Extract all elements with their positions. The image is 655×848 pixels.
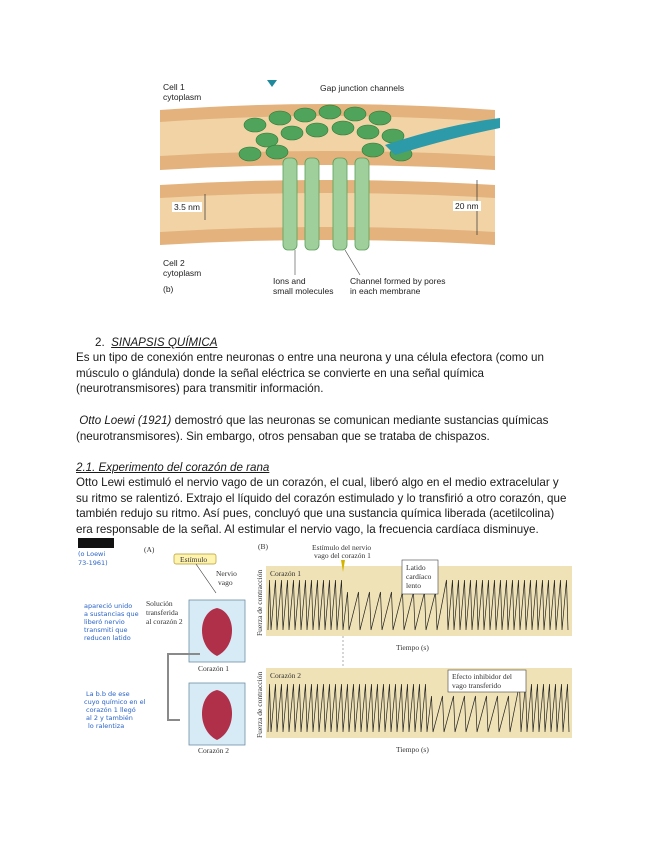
svg-text:cardíaco: cardíaco <box>406 572 432 581</box>
solution-label: Solución <box>146 599 173 608</box>
svg-text:corazón 1 llegó: corazón 1 llegó <box>86 706 136 714</box>
triangle-marker-icon <box>267 80 277 87</box>
heart-2-label: Corazón 2 <box>198 746 230 755</box>
svg-text:Efecto inhibidor del: Efecto inhibidor del <box>452 672 512 681</box>
gap-junction-illustration <box>155 70 500 305</box>
section-21-paragraph: Otto Lewi estimuló el nervio vago de un corazón, el cual, liberó algo en el medio extracelular y su ritmo se ralentizó. Extrajo el líquido del corazón estimulado y lo transfirió a otro corazón, que también redujo su ritmo. Así pues, concluyó que una sustancia química liberada (acetilcolina) era responsable de la señal. Al estimular el nervio vago, la frecuencia cardíaca disminuye. <box>76 476 567 536</box>
time-label-2: Tiempo (s) <box>396 745 429 754</box>
panel-b-exp-label: (B) <box>258 542 268 551</box>
cell2-label: Cell 2 cytoplasm <box>163 258 202 278</box>
svg-text:al corazón 2: al corazón 2 <box>146 617 183 626</box>
panel-a-label: (A) <box>144 545 155 554</box>
svg-text:vago: vago <box>218 578 233 587</box>
svg-text:vago transferido: vago transferido <box>452 681 501 690</box>
gap-junction-figure <box>155 70 500 305</box>
section-2-heading <box>95 335 600 351</box>
svg-text:vago del corazón 1: vago del corazón 1 <box>314 551 371 560</box>
loewi-name: Otto Loewi (1921) <box>79 414 172 427</box>
svg-text:La b.b de ese: La b.b de ese <box>86 690 130 698</box>
dim-left-label: 3.5 nm <box>174 202 200 212</box>
vagus-label: Nervio <box>216 569 237 578</box>
svg-text:Corazón 2: Corazón 2 <box>270 671 302 680</box>
panel-b-label: (b) <box>163 284 174 294</box>
svg-text:73-1961): 73-1961) <box>78 559 108 567</box>
svg-text:transmiti que: transmiti que <box>84 626 128 634</box>
section-2-paragraph-2: Otto Loewi (1921) demostró que las neuronas se comunican mediante sustancias químicas (neurotransmisores). Sin embargo, otros pensaban que se trataba de chispazos. <box>76 414 549 443</box>
loewi-tag: (o Loewi <box>78 550 106 558</box>
frog-heart-illustration <box>76 538 586 760</box>
frog-heart-figure <box>76 538 586 760</box>
handwritten-note-1 <box>84 602 139 642</box>
svg-text:a sustancias que: a sustancias que <box>84 610 139 618</box>
section-2-paragraph-1: Es un tipo de conexión entre neuronas o entre una neurona y una célula efectora (como un músculo o glándula) donde la señal eléctrica se convierte en una señal química (neurotransmisores) para transmitir información. <box>76 351 544 396</box>
section-title: SINAPSIS QUÍMICA <box>111 336 218 349</box>
y-axis-label-2: Fuerza de contracción <box>255 671 264 738</box>
handwritten-note-2 <box>84 690 146 730</box>
heart-1-label: Corazón 1 <box>198 664 230 673</box>
svg-text:reducen latido: reducen latido <box>84 634 131 642</box>
svg-text:Estímulo: Estímulo <box>180 555 208 564</box>
gap-channels-label: Gap junction channels <box>320 83 405 93</box>
svg-text:cuyo químico en el: cuyo químico en el <box>84 698 146 706</box>
svg-text:transferida: transferida <box>146 608 179 617</box>
time-label-1: Tiempo (s) <box>396 643 429 652</box>
dim-right-label: 20 nm <box>455 201 479 211</box>
section-21-heading: 2.1. Experimento del corazón de rana <box>76 461 270 474</box>
vagus-stimulus-label: Estímulo del nervio <box>312 543 372 552</box>
y-axis-label-1: Fuerza de contracción <box>255 569 264 636</box>
svg-text:al 2 y también: al 2 y también <box>86 714 133 722</box>
svg-text:lento: lento <box>406 581 421 590</box>
svg-text:apareció unido: apareció unido <box>84 602 133 610</box>
svg-text:lo ralentiza: lo ralentiza <box>88 722 125 730</box>
cell1-label: Cell 1 cytoplasm <box>163 82 202 102</box>
svg-text:liberó nervio: liberó nervio <box>84 618 125 626</box>
section-number: 2. <box>95 336 105 349</box>
svg-text:Latido: Latido <box>406 563 426 572</box>
channel-label: Channel formed by pores in each membrane <box>350 276 446 296</box>
ions-label: Ions and small molecules <box>273 276 334 296</box>
svg-text:Corazón 1: Corazón 1 <box>270 569 302 578</box>
